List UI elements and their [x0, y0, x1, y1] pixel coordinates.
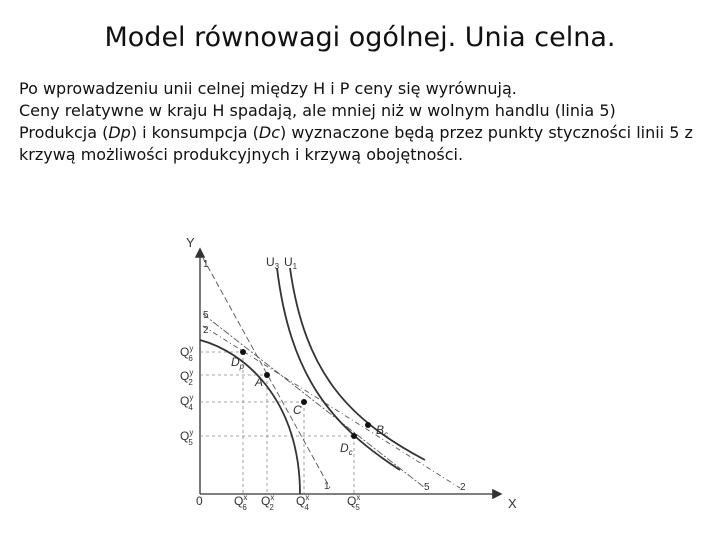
x-tick-q5: $Q^x$ 5 — [347, 493, 361, 512]
line2-bottom-label: 2 — [460, 482, 466, 493]
line1-bottom-label: 1 — [324, 481, 330, 492]
point-a — [264, 372, 270, 378]
dp-label: $D_p$ — [231, 355, 245, 371]
a-label: A — [255, 375, 264, 389]
c-label: C — [293, 403, 302, 417]
dc-inline: Dc — [258, 123, 281, 142]
point-dc — [351, 433, 357, 439]
y-tick-q5: $Q^y$ 5 — [180, 428, 194, 447]
dp-inline: Dp — [108, 123, 131, 142]
text-line-4: krzywą możliwości produkcyjnych i krzywą obojętności. — [19, 145, 464, 164]
u3-label: $U_3$ — [266, 255, 280, 271]
x-tick-q6: $Q^x$ 6 — [234, 493, 248, 512]
bc-label: $B_c$ — [376, 423, 389, 439]
y-tick-q6: $Q^y$ 6 — [180, 344, 194, 363]
point-bc — [365, 422, 371, 428]
u1-label: $U_1$ — [284, 255, 298, 271]
point-c — [301, 399, 307, 405]
y-tick-q4: $Q^y$ 4 — [180, 393, 194, 412]
text-line-3: Produkcja (Dp) i konsumpcja (Dc) wyznaczone będą przez punkty styczności linii 5 z — [19, 123, 693, 142]
indifference-curve-u1 — [290, 268, 425, 460]
text-line-1: Po wprowadzeniu unii celnej między H i P ceny się wyrównują. — [19, 79, 517, 98]
x-axis-label: X — [508, 496, 517, 511]
y-axis-label: Y — [186, 235, 195, 250]
guide-lines — [200, 352, 354, 494]
x-tick-q2: $Q^x$ 2 — [261, 493, 275, 512]
x-tick-q4: $Q^x$ 4 — [296, 493, 310, 512]
dc-label: $D_c$ — [340, 441, 353, 457]
line5-bottom-label: 5 — [424, 482, 430, 493]
origin-label: 0 — [196, 494, 203, 508]
text-line-2: Ceny relatywne w kraju H spadają, ale mniej niż w wolnym handlu (linia 5) — [19, 101, 616, 120]
point-dp — [240, 349, 246, 355]
slide-title: Model równowagi ogólnej. Unia celna. — [104, 22, 616, 53]
y-tick-q2: $Q^y$ 2 — [180, 368, 194, 387]
line2-top-label: 2 — [203, 325, 209, 336]
line1-top-label: 1 — [203, 259, 209, 270]
price-line-5 — [203, 314, 425, 488]
production-possibility-curve — [200, 340, 300, 494]
line5-top-label: 5 — [203, 310, 209, 321]
